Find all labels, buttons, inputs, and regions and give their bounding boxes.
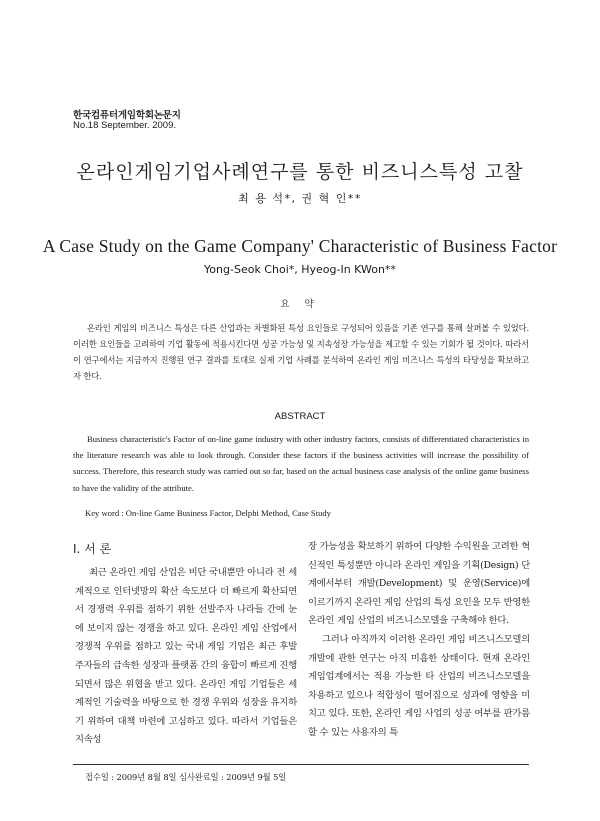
keywords: Key word : On-line Game Business Factor, Delphi Method, Case Study: [85, 508, 331, 518]
received-dates: 접수일 : 2009년 8월 8일 심사완료일 : 2009년 9월 5일: [85, 772, 287, 782]
section-heading-introduction: Ⅰ. 서 론: [73, 542, 112, 556]
right-column: [308, 538, 530, 743]
korean-abstract-heading: 요 약: [280, 299, 320, 310]
journal-name: 한국컴퓨터게임학회논문지: [73, 110, 181, 121]
korean-authors: 최 용 석*, 권 혁 인**: [238, 192, 362, 205]
paragraph: 장 가능성을 확보하기 위하여 다양한 수익원을 고려한 혁신적인 특성뿐만 아니라 온라인 게임을 기획(Design) 단계에서부터 개발(Development) 및 운영(Service)에 이르기까지 온라인 게임 산업의 특성 요인을 모두 반영한 온라인 게임 산업의 비즈니스모델을 구축해야 한다.: [308, 541, 530, 627]
english-abstract-heading: ABSTRACT: [274, 411, 326, 422]
korean-abstract: 온라인 게임의 비즈니스 특성은 다른 산업과는 차별화된 특성 요인들로 구성되어 있음을 기존 연구를 통해 살펴볼 수 있었다. 이러한 요인들을 고려하여 기업 활동에 적용시킨다면 성공 가능성 및 지속성장 가능성을 제고할 수 있는 기회가 될 것이다. 따라서 이 연구에서는 지금까지 진행된 연구 결과를 토대로 실제 기업 사례를 분석하여 온라인 게임 비즈니스 특성의 타당성을 확보하고자 한다.: [73, 323, 529, 381]
english-title: A Case Study on the Game Company' Characteristic of Business Factor: [42, 236, 558, 256]
issue-info: No.18 September. 2009.: [73, 120, 176, 131]
english-abstract: Business characteristic's Factor of on-line game industry with other industry factors, consists of differentiated characteristics in the literature research was able to look through. Consider these factors if the business activities will increase the possibility of success. Therefore, this research study was carried out so far, based on the actual business case analysis of the online game business to have the validity of the attribute.: [73, 434, 529, 493]
paragraph: 최근 온라인 게임 산업은 비단 국내뿐만 아니라 전 세계적으로 인터넷망의 확산 속도보다 더 빠르게 확산되면서 경쟁력 우위를 점하기 위한 선발주자 나라들 간에 눈에 보이지 않는 경쟁을 하고 있다. 온라인 게임 산업에서 경쟁적 우위를 점하고 있는 국내 게임 기업은 최근 후발 주자들의 급속한 성장과 플랫폼 간의 융합이 빠르게 진행되면서 많은 위협을 받고 있다. 온라인 게임 기업들은 세계적인 기술력을 바탕으로 한 경쟁 우위와 성장을 유지하기 위하여 대책 마련에 고심하고 있다. 따라서 기업들은 지속성: [75, 567, 297, 746]
english-authors: Yong-Seok Choi*, Hyeog-In KWon**: [204, 263, 396, 276]
paragraph: 그러나 아직까지 이러한 온라인 게임 비즈니스모델의 개발에 관한 연구는 아직 미흡한 상태이다. 현재 온라인 게임업계에서는 적용 가능한 타 산업의 비즈니스모델을 차용하고 있으나 적합성이 떨어짐으로 성과에 영향을 미치고 있다. 또한, 온라인 게임 사업의 성공 여부를 판가름 할 수 있는 사용자의 특: [308, 633, 530, 738]
footnote-divider: [73, 764, 529, 765]
left-column: [75, 564, 297, 750]
korean-title: 온라인게임기업사례연구를 통한 비즈니스특성 고찰: [76, 161, 524, 183]
